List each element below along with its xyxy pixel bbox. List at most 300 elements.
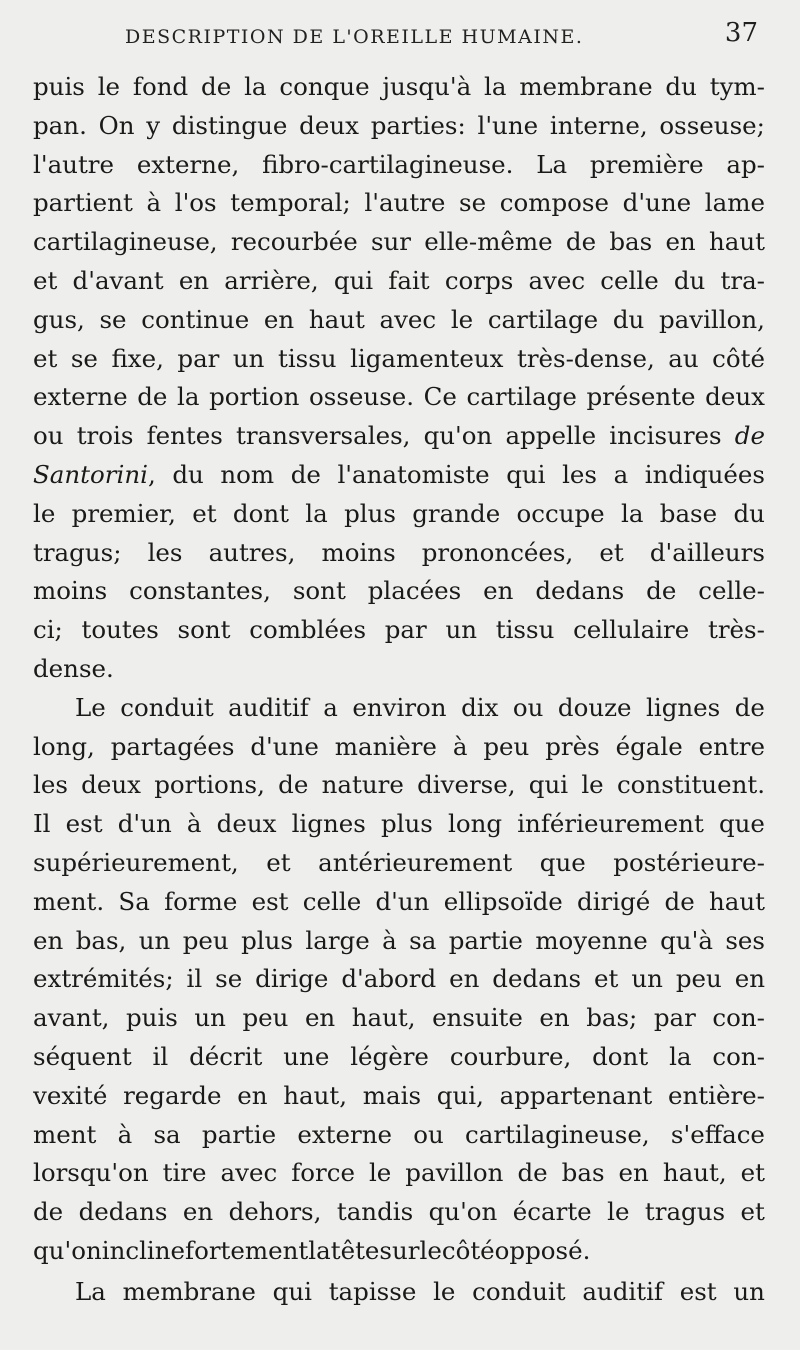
- word: le: [419, 1235, 442, 1265]
- word: postérieure-: [613, 847, 765, 877]
- text-line: [33, 184, 765, 223]
- word: celle-: [698, 576, 765, 606]
- word: constantes,: [129, 576, 271, 606]
- word: dix: [461, 692, 499, 722]
- word: tra-: [720, 265, 765, 295]
- word: dense.: [33, 653, 114, 683]
- text-line: [33, 999, 765, 1038]
- word: en: [263, 304, 295, 334]
- word: bas: [561, 1158, 605, 1188]
- word: douze: [557, 692, 632, 722]
- text-line: [33, 1232, 765, 1271]
- word: d'un: [375, 886, 430, 916]
- word: tragus: [644, 1197, 726, 1227]
- word: entière-: [667, 1080, 765, 1110]
- word: con-: [712, 1041, 765, 1071]
- word: fibro-cartilagineuse.: [262, 149, 514, 179]
- word: ou: [512, 692, 544, 722]
- word: conduit: [120, 692, 214, 722]
- word: tête: [330, 1235, 380, 1265]
- word: puis: [125, 1003, 178, 1033]
- word: moins: [321, 537, 396, 567]
- word: sa: [409, 925, 437, 955]
- word: manière: [334, 731, 437, 761]
- word: arrière,: [224, 265, 319, 295]
- word: lorsqu'on: [33, 1158, 149, 1188]
- word: l'autre: [33, 149, 115, 179]
- word: ment: [33, 1119, 97, 1149]
- word: environ: [352, 692, 447, 722]
- word: qu'on: [428, 1197, 498, 1227]
- text-line: [33, 1077, 765, 1116]
- word: pavillon: [405, 1158, 504, 1188]
- word: le: [33, 498, 56, 528]
- word: con-: [712, 1003, 765, 1033]
- word: a: [613, 459, 629, 489]
- word: et: [599, 537, 624, 567]
- word: indiquées: [644, 459, 765, 489]
- word: On: [98, 110, 135, 140]
- word: première: [589, 149, 704, 179]
- word: long,: [33, 731, 95, 761]
- word: les: [147, 537, 183, 567]
- text-line: [33, 1154, 765, 1193]
- word: du: [733, 498, 765, 528]
- word: ou: [413, 1119, 444, 1149]
- word: recourbée: [230, 227, 358, 257]
- text-line: [33, 495, 765, 534]
- word: en: [33, 925, 64, 955]
- word: qui: [333, 265, 374, 295]
- word: placées: [367, 576, 462, 606]
- word: plus: [241, 925, 293, 955]
- word: lignes: [291, 809, 366, 839]
- word: nature: [321, 770, 404, 800]
- word: s'efface: [670, 1119, 765, 1149]
- text-line: [33, 960, 765, 999]
- word: forme: [164, 886, 238, 916]
- word: une: [283, 1041, 330, 1071]
- text-line: [33, 650, 765, 689]
- word: en: [182, 1197, 214, 1227]
- word: partie: [201, 1119, 277, 1149]
- word: un: [232, 343, 265, 373]
- text-line: [33, 68, 765, 107]
- word: par: [384, 615, 427, 645]
- word: entre: [698, 731, 765, 761]
- word: se: [459, 188, 487, 218]
- word: égale: [615, 731, 683, 761]
- word: deux: [216, 809, 277, 839]
- word: interne,: [549, 110, 648, 140]
- word: ou: [33, 421, 64, 451]
- word: transversales,: [235, 421, 411, 451]
- word: puis: [33, 72, 85, 101]
- word: légère: [350, 1041, 429, 1071]
- word: elle-même: [424, 227, 553, 257]
- word: un: [445, 615, 478, 645]
- word: côté: [712, 343, 765, 373]
- word: sont: [177, 615, 231, 645]
- word: le: [450, 304, 474, 334]
- word: dont: [232, 498, 289, 528]
- word: à: [117, 1119, 133, 1149]
- word: de: [734, 421, 765, 451]
- word: que: [718, 809, 765, 839]
- word: sont: [292, 576, 346, 606]
- word: tissu: [495, 615, 555, 645]
- word: du: [673, 265, 706, 295]
- word: de: [734, 692, 765, 722]
- word: haut,: [283, 1080, 348, 1110]
- word: et: [740, 1158, 765, 1188]
- word: La: [536, 149, 568, 179]
- word: corps: [444, 265, 514, 295]
- word: il: [152, 1041, 169, 1071]
- word: dedans: [535, 576, 625, 606]
- word: sa: [153, 1119, 181, 1149]
- word: pan.: [33, 110, 87, 140]
- word: la: [244, 72, 267, 101]
- word: très-: [707, 615, 765, 645]
- word: lame: [704, 188, 765, 218]
- word: conque: [279, 72, 370, 101]
- word: un: [631, 964, 663, 994]
- word: constituent.: [616, 770, 765, 800]
- word: peu: [242, 1003, 289, 1033]
- word: large: [305, 925, 370, 955]
- word: supérieurement,: [33, 847, 239, 877]
- word: qu'à: [660, 925, 713, 955]
- text-line: [33, 378, 765, 417]
- word: regarde: [123, 1080, 222, 1110]
- word: en: [539, 1003, 570, 1033]
- word: présente: [586, 382, 696, 412]
- word: ment.: [33, 886, 105, 916]
- word: compose: [499, 188, 609, 218]
- word: auditif: [228, 692, 309, 722]
- word: du: [172, 459, 204, 489]
- word: haut: [308, 304, 365, 334]
- word: la: [305, 498, 328, 528]
- word: l'autre: [364, 188, 446, 218]
- word: antérieurement: [318, 847, 513, 877]
- word: long: [448, 809, 503, 839]
- word: un: [194, 1003, 226, 1033]
- word: un: [733, 1276, 765, 1306]
- word: fait: [388, 265, 430, 295]
- word: qu'on: [33, 1235, 102, 1265]
- text-line: [33, 417, 765, 456]
- word: la: [177, 382, 200, 412]
- word: le: [368, 1158, 392, 1188]
- word: prononcées,: [421, 537, 574, 567]
- word: appartenant: [499, 1080, 653, 1110]
- word: Le: [75, 692, 106, 722]
- word: et: [740, 1197, 765, 1227]
- word: membrane: [122, 1276, 256, 1306]
- word: d'un: [117, 809, 172, 839]
- word: courbure,: [449, 1041, 572, 1071]
- word: appelle: [505, 421, 597, 451]
- word: membrane: [519, 72, 653, 101]
- word: les: [562, 459, 598, 489]
- text-line: [33, 146, 765, 185]
- word: cartilagineuse,: [465, 1119, 650, 1149]
- word: jusqu'à: [382, 72, 472, 101]
- word: haut,: [662, 1158, 727, 1188]
- word: deux: [81, 770, 141, 800]
- word: écarte: [512, 1197, 592, 1227]
- word: bas: [609, 227, 653, 257]
- word: avec: [528, 265, 586, 295]
- word: plus: [380, 809, 433, 839]
- word: nom: [220, 459, 275, 489]
- word: qui: [272, 1276, 312, 1306]
- word: portions,: [154, 770, 265, 800]
- word: La: [75, 1276, 106, 1306]
- word: dont: [592, 1041, 649, 1071]
- word: près: [545, 731, 600, 761]
- word: haut: [708, 886, 765, 916]
- page-number: 37: [724, 18, 758, 48]
- word: qui: [528, 770, 569, 800]
- word: extrémités;: [33, 964, 174, 994]
- word: par: [653, 1003, 696, 1033]
- text-line: [33, 922, 765, 961]
- word: à: [452, 731, 468, 761]
- word: Sa: [118, 886, 150, 916]
- word: dedans: [492, 964, 582, 994]
- word: toutes: [81, 615, 159, 645]
- word: sur: [370, 227, 412, 257]
- body-text: [33, 68, 765, 1312]
- word: portion: [209, 382, 300, 412]
- word: plus: [344, 498, 396, 528]
- word: par: [177, 343, 220, 373]
- word: et: [594, 964, 619, 994]
- text-line: [33, 1273, 765, 1312]
- word: en: [483, 576, 514, 606]
- word: en: [178, 265, 210, 295]
- word: à: [382, 925, 397, 955]
- word: est: [251, 886, 289, 916]
- word: celle: [600, 265, 659, 295]
- word: y: [146, 110, 161, 140]
- word: de: [565, 227, 597, 257]
- word: peu: [483, 731, 530, 761]
- word: deux: [705, 382, 765, 412]
- word: très-dense,: [517, 343, 655, 373]
- word: ci;: [33, 615, 63, 645]
- word: les: [33, 770, 68, 800]
- word: base: [659, 498, 718, 528]
- word: tapisse: [328, 1276, 417, 1306]
- word: d'ailleurs: [649, 537, 765, 567]
- word: Ce: [423, 382, 457, 412]
- word: cartilagineuse,: [33, 227, 218, 257]
- word: fixe,: [111, 343, 164, 373]
- word: la: [484, 72, 507, 101]
- word: autres,: [208, 537, 296, 567]
- text-line: [33, 223, 765, 262]
- word: tragus;: [33, 537, 122, 567]
- word: en: [665, 227, 696, 257]
- word: tire: [162, 1158, 207, 1188]
- word: fentes: [146, 421, 223, 451]
- word: à: [146, 188, 162, 218]
- word: partie: [448, 925, 523, 955]
- word: temporal;: [230, 188, 351, 218]
- word: le: [607, 1197, 630, 1227]
- word: il: [186, 964, 203, 994]
- word: vexité: [33, 1080, 108, 1110]
- word: inférieurement: [517, 809, 704, 839]
- word: gus,: [33, 304, 85, 334]
- word: a: [323, 692, 338, 722]
- word: dedans: [78, 1197, 168, 1227]
- word: continue: [141, 304, 250, 334]
- word: un: [138, 925, 171, 955]
- word: l'une: [477, 110, 539, 140]
- word: tissu: [277, 343, 337, 373]
- text-line: [33, 689, 765, 728]
- word: avec: [379, 304, 437, 334]
- word: en: [734, 964, 765, 994]
- word: au: [668, 343, 699, 373]
- word: séquent: [33, 1041, 132, 1071]
- chapter-heading: DESCRIPTION DE L'OREILLE HUMAINE.: [125, 26, 584, 48]
- word: ap-: [726, 149, 765, 179]
- word: externe,: [136, 149, 240, 179]
- word: et: [192, 498, 217, 528]
- word: pavillon,: [658, 304, 765, 334]
- word: d'une: [250, 731, 319, 761]
- word: dirige: [255, 964, 329, 994]
- word: côté: [441, 1235, 495, 1265]
- word: la: [669, 1041, 692, 1071]
- word: osseuse.: [309, 382, 415, 412]
- word: peu: [182, 925, 229, 955]
- word: diverse,: [417, 770, 516, 800]
- word: se: [70, 343, 98, 373]
- word: de: [517, 1158, 548, 1188]
- word: moins: [33, 576, 108, 606]
- word: osseuse;: [659, 110, 765, 140]
- word: lignes: [646, 692, 721, 722]
- text-line: [33, 728, 765, 767]
- word: tym-: [709, 72, 765, 101]
- word: du: [612, 304, 645, 334]
- text-line: [33, 340, 765, 379]
- word: mais: [362, 1080, 422, 1110]
- word: décrit: [189, 1041, 263, 1071]
- text-line: [33, 805, 765, 844]
- word: tandis: [336, 1197, 414, 1227]
- word: le: [97, 72, 121, 101]
- text-line: [33, 1116, 765, 1155]
- word: externe: [297, 1119, 392, 1149]
- word: le: [581, 770, 604, 800]
- word: de: [201, 72, 232, 101]
- word: fond: [132, 72, 189, 101]
- word: peu: [675, 964, 722, 994]
- word: de: [646, 576, 677, 606]
- word: comblées: [249, 615, 367, 645]
- word: de: [137, 382, 168, 412]
- word: grande: [412, 498, 501, 528]
- word: fortement: [185, 1235, 309, 1265]
- word: est: [679, 1276, 717, 1306]
- word: le: [433, 1276, 456, 1306]
- word: opposé.: [494, 1235, 591, 1265]
- text-line: [33, 844, 765, 883]
- word: avant,: [33, 1003, 110, 1033]
- word: la: [308, 1235, 331, 1265]
- word: occupe: [516, 498, 605, 528]
- text-line: [33, 1193, 765, 1232]
- word: cartilage: [466, 382, 577, 412]
- word: est: [65, 809, 103, 839]
- text-line: [33, 456, 765, 495]
- word: ses: [725, 925, 765, 955]
- word: premier,: [71, 498, 176, 528]
- word: et: [33, 343, 58, 373]
- text-line: [33, 572, 765, 611]
- word: de: [664, 886, 695, 916]
- word: moyenne: [535, 925, 648, 955]
- text-line: [33, 107, 765, 146]
- word: de: [278, 770, 309, 800]
- word: externe: [33, 382, 128, 412]
- word: l'anatomiste: [337, 459, 490, 489]
- word: en: [618, 1158, 649, 1188]
- text-line: [33, 262, 765, 301]
- word: bas;: [586, 1003, 638, 1033]
- word: du: [665, 72, 697, 101]
- word: haut: [708, 227, 765, 257]
- word: partient: [33, 188, 133, 218]
- text-line: [33, 611, 765, 650]
- word: haut,: [351, 1003, 416, 1033]
- text-line: [33, 883, 765, 922]
- word: se: [215, 964, 243, 994]
- word: partagées: [110, 731, 235, 761]
- word: incisures: [609, 421, 722, 451]
- text-line: [33, 1038, 765, 1077]
- word: distingue: [171, 110, 288, 140]
- word: avec: [220, 1158, 278, 1188]
- word: trois: [76, 421, 134, 451]
- word: qui: [506, 459, 546, 489]
- word: en: [237, 1080, 268, 1110]
- word: Santorini,: [33, 459, 156, 489]
- word: d'abord: [341, 964, 437, 994]
- word: que: [539, 847, 586, 877]
- word: dirigé: [577, 886, 651, 916]
- text-line: [33, 534, 765, 573]
- text-line: [33, 766, 765, 805]
- word: Il: [33, 809, 51, 839]
- word: ellipsoïde: [443, 886, 563, 916]
- word: qui,: [436, 1080, 484, 1110]
- word: l'os: [174, 188, 217, 218]
- word: cartilage: [487, 304, 599, 334]
- word: conduit: [472, 1276, 566, 1306]
- word: et: [266, 847, 291, 877]
- word: et: [33, 265, 58, 295]
- word: celle: [302, 886, 362, 916]
